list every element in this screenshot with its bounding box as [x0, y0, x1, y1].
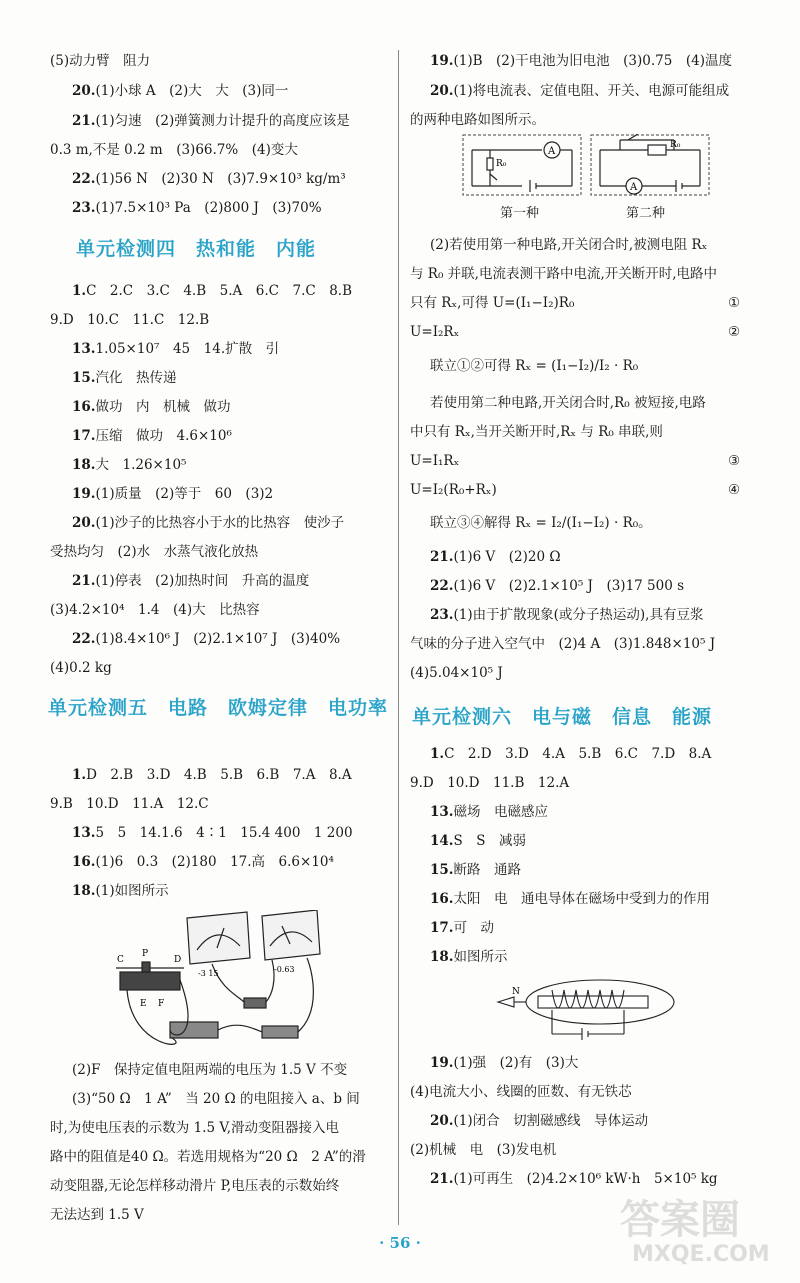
answer-line: 0.3 m,不是 0.2 m (3)66.7% (4)变大 [50, 142, 298, 158]
answer-line: 22.(1)6 V (2)2.1×10⁵ J (3)17 500 s [430, 578, 685, 594]
answer-line: 1.C 2.D 3.D 4.A 5.B 6.C 7.D 8.A [430, 746, 712, 762]
answer-line: 受热均匀 (2)水 水蒸气液化放热 [50, 544, 259, 560]
answer-line: 时,为使电压表的示数为 1.5 V,滑动变阻器接入电 [50, 1120, 340, 1136]
equation-marker: ② [728, 324, 741, 340]
answer-line: 9.D 10.D 11.B 12.A [410, 775, 570, 791]
answer-line: 22.(1)56 N (2)30 N (3)7.9×10³ kg/m³ [72, 171, 346, 187]
answer-line: 19.(1)B (2)干电池为旧电池 (3)0.75 (4)温度 [430, 53, 732, 69]
answer-line: 15.汽化 热传递 [72, 370, 177, 386]
answer-line: (2)F 保持定值电阻两端的电压为 1.5 V 不变 [72, 1062, 348, 1078]
ammeter-scale-label: -0.63 [274, 965, 295, 974]
answer-line: 与 R₀ 并联,电流表测干路中电流,开关断开时,电路中 [410, 266, 718, 282]
answer-line: 20.(1)将电流表、定值电阻、开关、电源可能组成 [430, 83, 730, 99]
answer-line: 16.(1)6 0.3 (2)180 17.高 6.6×10⁴ [72, 854, 334, 870]
answer-line: (2)机械 电 (3)发电机 [410, 1142, 557, 1158]
answer-line: (4)0.2 kg [50, 660, 112, 676]
answer-line: 联立①②可得 Rₓ = (I₁−I₂)/I₂ · R₀ [430, 358, 639, 374]
page-number: · 56 · [379, 1234, 421, 1252]
answer-line: 若使用第二种电路,开关闭合时,R₀ 被短接,电路 [430, 395, 706, 411]
label-f: F [158, 999, 165, 1009]
caption-first: 第一种 [500, 206, 540, 221]
answer-line: 21.(1)停表 (2)加热时间 升高的温度 [72, 573, 310, 589]
answer-line: 9.B 10.D 11.A 12.C [50, 796, 209, 812]
answer-line: 的两种电路如图所示。 [410, 112, 545, 128]
section-heading-unit6: 单元检测六 电与磁 信息 能源 [412, 706, 713, 728]
electromagnet-figure [490, 972, 676, 1044]
answer-line: 17.压缩 做功 4.6×10⁶ [72, 428, 232, 444]
answer-line: 19.(1)强 (2)有 (3)大 [430, 1055, 579, 1071]
label-p: P [142, 949, 149, 959]
answer-line: U=I₂(R₀+Rₓ) [410, 482, 497, 498]
watermark-title: 答案圈 [620, 1197, 740, 1243]
answer-line: 20.(1)小球 A (2)大 大 (3)同一 [72, 83, 289, 99]
answer-line: 20.(1)沙子的比热容小于水的比热容 使沙子 [72, 515, 345, 531]
circuit-apparatus-figure [112, 910, 332, 1055]
answer-line: 16.做功 内 机械 做功 [72, 399, 231, 415]
answer-line: (5)动力臂 阻力 [50, 53, 151, 69]
answer-line: U=I₁Rₓ [410, 453, 460, 469]
answer-line: 16.太阳 电 通电导体在磁场中受到力的作用 [430, 891, 710, 907]
answer-line: 23.(1)由于扩散现象(或分子热运动),具有豆浆 [430, 607, 704, 623]
answer-line: 18.大 1.26×10⁵ [72, 457, 187, 473]
answer-line: 19.(1)质量 (2)等于 60 (3)2 [72, 486, 274, 502]
voltmeter-scale-label: -3 15 [198, 969, 219, 978]
answer-line: 18.如图所示 [430, 949, 508, 965]
answer-line: 13.磁场 电磁感应 [430, 804, 548, 820]
answer-line: 23.(1)7.5×10³ Pa (2)800 J (3)70% [72, 200, 322, 216]
answer-line: 18.(1)如图所示 [72, 883, 169, 899]
answer-line: 21.(1)6 V (2)20 Ω [430, 549, 561, 565]
equation-marker: ④ [728, 482, 741, 498]
answer-line: 中只有 Rₓ,当开关断开时,Rₓ 与 R₀ 串联,则 [410, 424, 663, 440]
label-c: C [117, 955, 124, 965]
watermark-url: MXQE.COM [632, 1242, 770, 1267]
answer-line: 路中的阻值是40 Ω。若选用规格为“20 Ω 2 A”的滑 [50, 1149, 366, 1165]
answer-line: U=I₂Rₓ [410, 324, 460, 340]
answer-line: 13.1.05×10⁷ 45 14.扩散 引 [72, 341, 280, 357]
answer-line: 17.可 动 [430, 920, 494, 936]
answer-line: 动变阻器,无论怎样移动滑片 P,电压表的示数始终 [50, 1178, 340, 1194]
n-pole-label: N [512, 987, 520, 997]
answer-line: (2)若使用第一种电路,开关闭合时,被测电阻 Rₓ [430, 237, 708, 253]
answer-line: 只有 Rₓ,可得 U=(I₁−I₂)R₀ [410, 295, 575, 311]
label-e: E [140, 999, 147, 1009]
r0-label: R₀ [670, 140, 681, 150]
equation-marker: ③ [728, 453, 741, 469]
answer-line: 13.5 5 14.1.6 4∶1 15.4 400 1 200 [72, 825, 353, 841]
ammeter-label: A [548, 146, 556, 157]
label-d: D [174, 955, 182, 965]
answer-line: 无法达到 1.5 V [50, 1207, 144, 1223]
answer-line: 20.(1)闭合 切割磁感线 导体运动 [430, 1113, 649, 1129]
watermark-logo [602, 1184, 792, 1279]
answer-line: 气味的分子进入空气中 (2)4 A (3)1.848×10⁵ J [410, 636, 716, 652]
section-heading-unit4: 单元检测四 热和能 内能 [76, 238, 317, 260]
answer-line: 1.C 2.C 3.C 4.B 5.A 6.C 7.C 8.B [72, 283, 352, 299]
answer-line: 9.D 10.C 11.C 12.B [50, 312, 210, 328]
answer-line: 15.断路 通路 [430, 862, 521, 878]
answer-line: (4)5.04×10⁵ J [410, 665, 503, 681]
ammeter-label: A [630, 182, 638, 193]
answer-line: (3)“50 Ω 1 A” 当 20 Ω 的电阻接入 a、b 间 [72, 1091, 360, 1107]
answer-line: (3)4.2×10⁴ 1.4 (4)大 比热容 [50, 602, 260, 618]
column-divider [398, 50, 399, 1225]
section-heading-unit5: 单元检测五 电路 欧姆定律 电功率 [48, 697, 389, 719]
circuit-diagram-second [590, 134, 710, 196]
answer-line: 21.(1)匀速 (2)弹簧测力计提升的高度应该是 [72, 113, 350, 129]
answer-line: 21.(1)可再生 (2)4.2×10⁶ kW·h 5×10⁵ kg [430, 1171, 718, 1187]
caption-second: 第二种 [626, 206, 666, 221]
r0-label: R₀ [496, 159, 507, 169]
equation-marker: ① [728, 295, 741, 311]
answer-line: 联立③④解得 Rₓ = I₂/(I₁−I₂) · R₀。 [430, 515, 652, 531]
answer-line: (4)电流大小、线圈的匝数、有无铁芯 [410, 1084, 632, 1100]
circuit-diagram-first [462, 134, 582, 196]
answer-line: 1.D 2.B 3.D 4.B 5.B 6.B 7.A 8.A [72, 767, 352, 783]
answer-line: 14.S S 减弱 [430, 833, 526, 849]
answer-line: 22.(1)8.4×10⁶ J (2)2.1×10⁷ J (3)40% [72, 631, 341, 647]
